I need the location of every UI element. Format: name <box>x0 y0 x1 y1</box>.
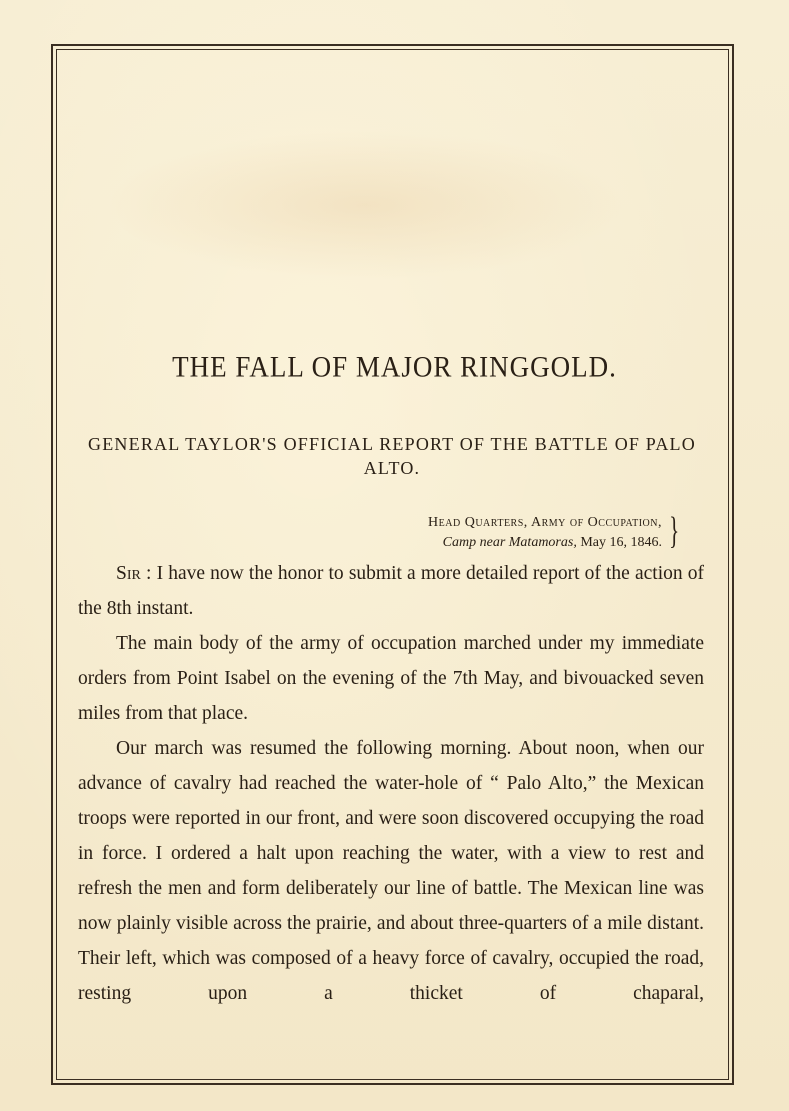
report-body <box>78 556 704 1011</box>
salutation: Sir : <box>116 563 152 584</box>
report-subtitle: GENERAL TAYLOR'S OFFICIAL REPORT OF THE BATTLE OF PALO ALTO. <box>88 434 696 478</box>
paragraph-3: Our march was resumed the following morning. About noon, when our advance of cavalry had reached the water-hole of “ Palo Alto,” the Mexican troops were reported in our front, and were soon discovered occupying the road in force. I ordered a halt upon reaching the water, with a view to rest and refresh the men and form deliberately our line of battle. The Mexican line was now plainly visible across the prairie, and about three-quarters of a mile distant. Their left, which was composed of a heavy force of cavalry, occupied the road, resting upon a thicket of chaparal, <box>78 738 704 1004</box>
dateline-date: May 16, 1846. <box>580 535 662 550</box>
dateline <box>300 513 662 553</box>
chapter-title: THE FALL OF MAJOR RINGGOLD. <box>172 350 617 384</box>
paragraph-1 <box>78 556 704 626</box>
paragraph-2: The main body of the army of occupation marched under my immediate orders from Point Isabel on the evening of the 7th May, and bivouacked seven miles from that place. <box>78 633 704 724</box>
dateline-place: Head Quarters, Army of Occupation, <box>428 515 662 530</box>
brace-glyph: } <box>669 510 680 552</box>
dateline-camp: Camp near Matamoras, <box>442 535 577 550</box>
paragraph-1-text: I have now the honor to submit a more detailed report of the action of the 8th instant. <box>78 563 705 619</box>
